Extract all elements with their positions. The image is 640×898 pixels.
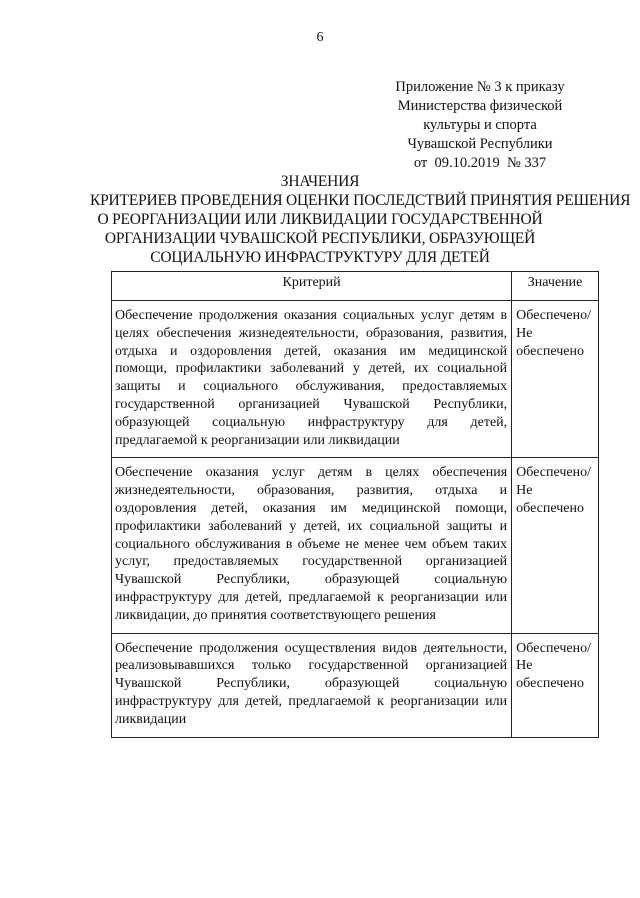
table-row (112, 301, 599, 458)
table-header-row (112, 272, 599, 301)
value-line: обеспечено (516, 676, 584, 692)
value-line: Не (516, 658, 533, 674)
criteria-table (111, 271, 599, 738)
criterion-cell: Обеспечение продолжения оказания социальных услуг детям в целях обеспечения жизнедеятельности, образования, развития, отдыха и оздоровления детей, оказания им медицинской помощи, профилактики заболеваний у детей, их социальной защиты и социального обслуживания, предоставляемых государственной организацией Чувашской Республики, образующей социальную инфраструктуру для детей, предлагаемой к реорганизации или ликвидации (112, 301, 512, 458)
value-line: обеспечено (516, 500, 584, 516)
table-row (112, 458, 599, 633)
value-cell (512, 633, 599, 737)
header-value: Значение (512, 272, 599, 301)
value-cell (512, 458, 599, 633)
value-line: Обеспечено/ (516, 308, 591, 323)
table-row (112, 633, 599, 737)
document-title (90, 172, 631, 267)
appendix-line: Приложение № 3 к приказу (395, 79, 565, 95)
title-line: СОЦИАЛЬНУЮ ИНФРАСТРУКТУРУ ДЛЯ ДЕТЕЙ (150, 249, 490, 266)
value-line: Не (516, 325, 533, 341)
appendix-line: культуры и спорта (423, 117, 537, 133)
value-cell (512, 301, 599, 458)
value-line: обеспечено (516, 343, 584, 359)
title-line: ЗНАЧЕНИЯ (280, 173, 360, 190)
value-line: Не (516, 483, 533, 499)
title-line: КРИТЕРИЕВ ПРОВЕДЕНИЯ ОЦЕНКИ ПОСЛЕДСТВИЙ ПРИНЯТИЯ РЕШЕНИЯ (90, 192, 631, 209)
value-line: Обеспечено/ (516, 640, 591, 656)
appendix-line: Министерства физической (397, 98, 563, 114)
page-number: 6 (316, 30, 324, 45)
value-line: Обеспечено/ (516, 465, 591, 481)
criterion-cell: Обеспечение оказания услуг детям в целях обеспечения жизнедеятельности, образования, развития, отдыха и оздоровления детей, оказания им медицинской помощи, профилактики заболеваний у детей, их социальной защиты и социального обслуживания в объеме не менее чем объем таких услуг, предоставляемых государственной организацией Чувашской Республики, образующей социальную инфраструктуру для детей, предлагаемой к реорганизации или ликвидации, до принятия соответствующего решения (112, 458, 512, 633)
appendix-block (380, 78, 580, 173)
title-line: ОРГАНИЗАЦИИ ЧУВАШСКОЙ РЕСПУБЛИКИ, ОБРАЗУЮЩЕЙ (104, 230, 536, 247)
appendix-line: Чувашской Республики (407, 136, 553, 152)
title-line: О РЕОРГАНИЗАЦИИ ИЛИ ЛИКВИДАЦИИ ГОСУДАРСТВЕННОЙ (97, 211, 543, 228)
appendix-line: от 09.10.2019 № 337 (413, 155, 547, 171)
criterion-cell: Обеспечение продолжения осуществления видов деятельности, реализовывавшихся только государственной организацией Чувашской Республики, образующей социальную инфраструктуру для детей, предлагаемой к реорганизации или ликвидации (112, 633, 512, 737)
header-criterion: Критерий (112, 272, 512, 301)
